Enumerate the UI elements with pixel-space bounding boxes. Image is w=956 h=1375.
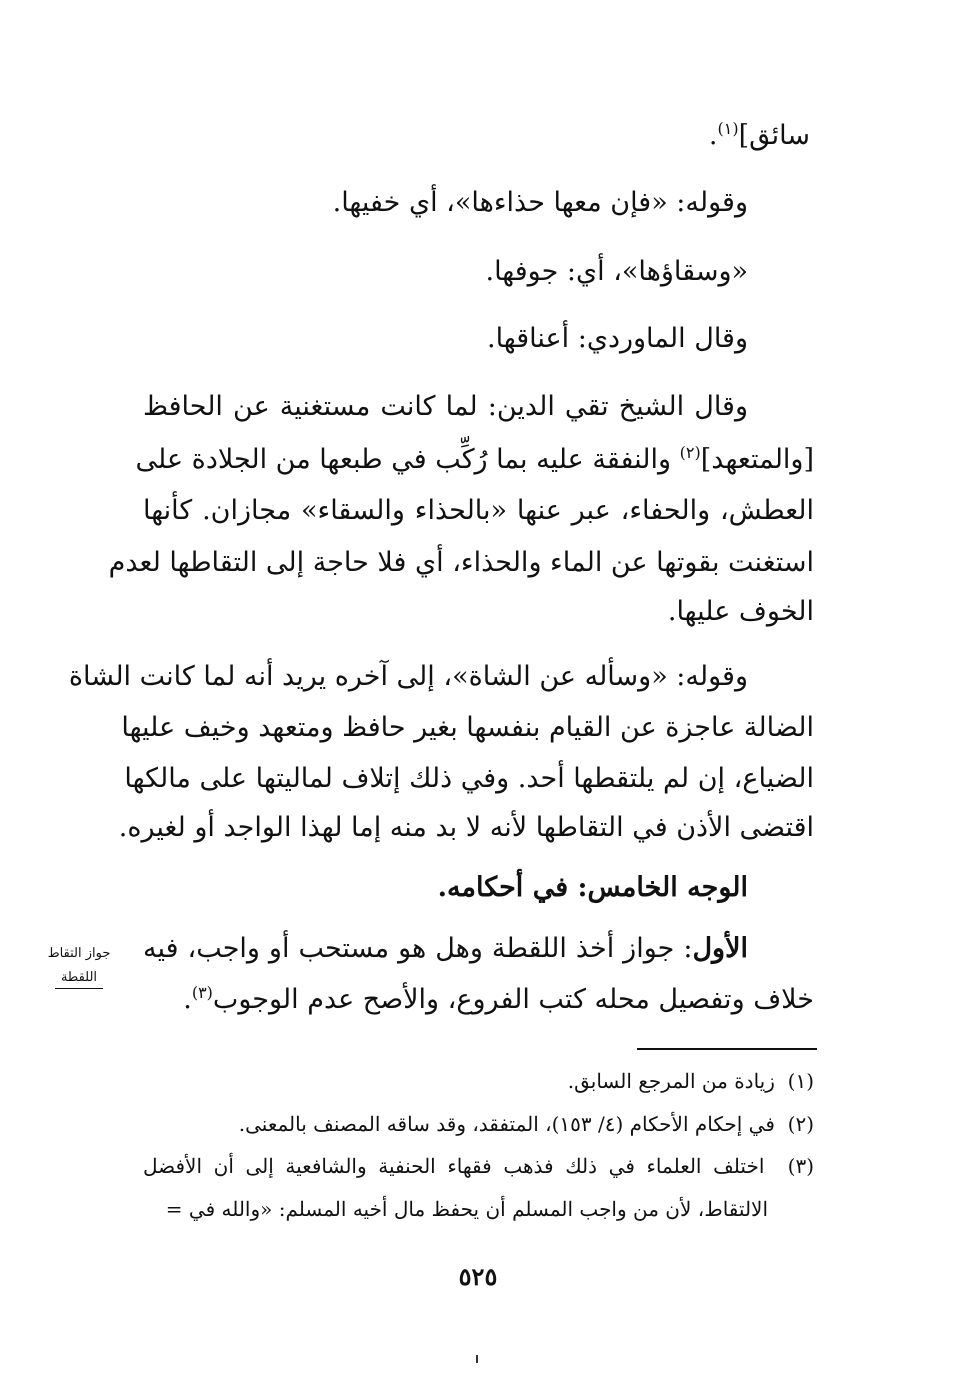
footnote-number: (١)	[787, 1069, 814, 1093]
text-fragment: .	[183, 984, 192, 1015]
text-fragment: والنفقة عليه بما رُكِّب في طبعها من الجلادة على	[135, 444, 680, 475]
page-number: ٥٢٥	[458, 1262, 498, 1291]
footnote-2	[239, 1108, 814, 1140]
footnote-text: زيادة من المرجع السابق.	[567, 1069, 775, 1093]
scan-mark	[476, 1355, 478, 1363]
footnote-text: اختلف العلماء في ذلك فذهب فقهاء الحنفية والشافعية إلى أن الأفضل	[143, 1154, 765, 1178]
margin-note	[18, 942, 140, 990]
body-line-10: وقوله: «وسأله عن الشاة»، إلى آخره يريد أنه لما كانت الشاة	[68, 661, 748, 692]
body-line-11: الضالة عاجزة عن القيام بنفسها بغير حافظ ومتعهد وخيف عليها	[121, 712, 814, 743]
footnote-number: (٢)	[787, 1112, 814, 1136]
text-fragment: سائق]	[738, 120, 810, 151]
point-label: الأول	[692, 933, 748, 964]
body-line-12: الضياع، إن لم يلتقطها أحد. وفي ذلك إتلاف لماليتها على مالكها	[124, 763, 814, 794]
body-line-7: العطش، والحفاء، عبر عنها «بالحذاء والسقاء» مجازان. كأنها	[143, 495, 814, 526]
body-line-9: الخوف عليها.	[667, 596, 814, 627]
body-line-4: وقال الماوردي: أعناقها.	[487, 323, 748, 354]
text-fragment: [والمتعهد]	[700, 444, 814, 475]
margin-note-line-1: جواز التقاط	[47, 946, 111, 961]
footnote-ref-1[interactable]: (١)	[717, 119, 739, 138]
body-line-8: استغنت بقوتها عن الماء والحذاء، أي فلا حاجة إلى التقاطها لعدم	[108, 547, 814, 578]
footnote-1	[568, 1065, 814, 1097]
body-line-15	[143, 929, 748, 969]
footnote-ref-3[interactable]: (٣)	[191, 983, 213, 1002]
footnote-ref-2[interactable]: (٢)	[679, 443, 701, 462]
body-line-13: اقتضى الأذن في التقاطها لأنه لا بد منه إما لهذا الواجد أو لغيره.	[118, 812, 814, 843]
footnote-3-continued: الالتقاط، لأن من واجب المسلم أن يحفظ مال أخيه المسلم: «والله في =	[165, 1197, 768, 1221]
text-fragment: : جواز أخذ اللقطة وهل هو مستحب أو واجب، فيه	[143, 933, 693, 964]
body-line-16	[183, 980, 814, 1020]
footnote-3	[143, 1150, 814, 1182]
footnote-number: (٣)	[787, 1154, 814, 1178]
body-line-5: وقال الشيخ تقي الدين: لما كانت مستغنية عن الحافظ	[143, 391, 748, 422]
footnote-text: في إحكام الأحكام (٤/ ١٥٣)، المتفقد، وقد ساقه المصنف بالمعنى.	[238, 1112, 775, 1136]
section-heading: الوجه الخامس: في أحكامه.	[437, 872, 748, 903]
text-fragment: .	[708, 120, 718, 151]
body-line-2: وقوله: «فإن معها حذاءها»، أي خفيها.	[332, 187, 748, 218]
body-line-3: «وسقاؤها»، أي: جوفها.	[485, 256, 748, 287]
footnote-separator	[637, 1048, 817, 1050]
margin-note-line-2: اللقطة	[55, 968, 103, 989]
body-line-6	[135, 440, 814, 480]
body-line-1	[709, 116, 810, 156]
text-fragment: خلاف وتفصيل محله كتب الفروع، والأصح عدم الوجوب	[212, 984, 814, 1015]
